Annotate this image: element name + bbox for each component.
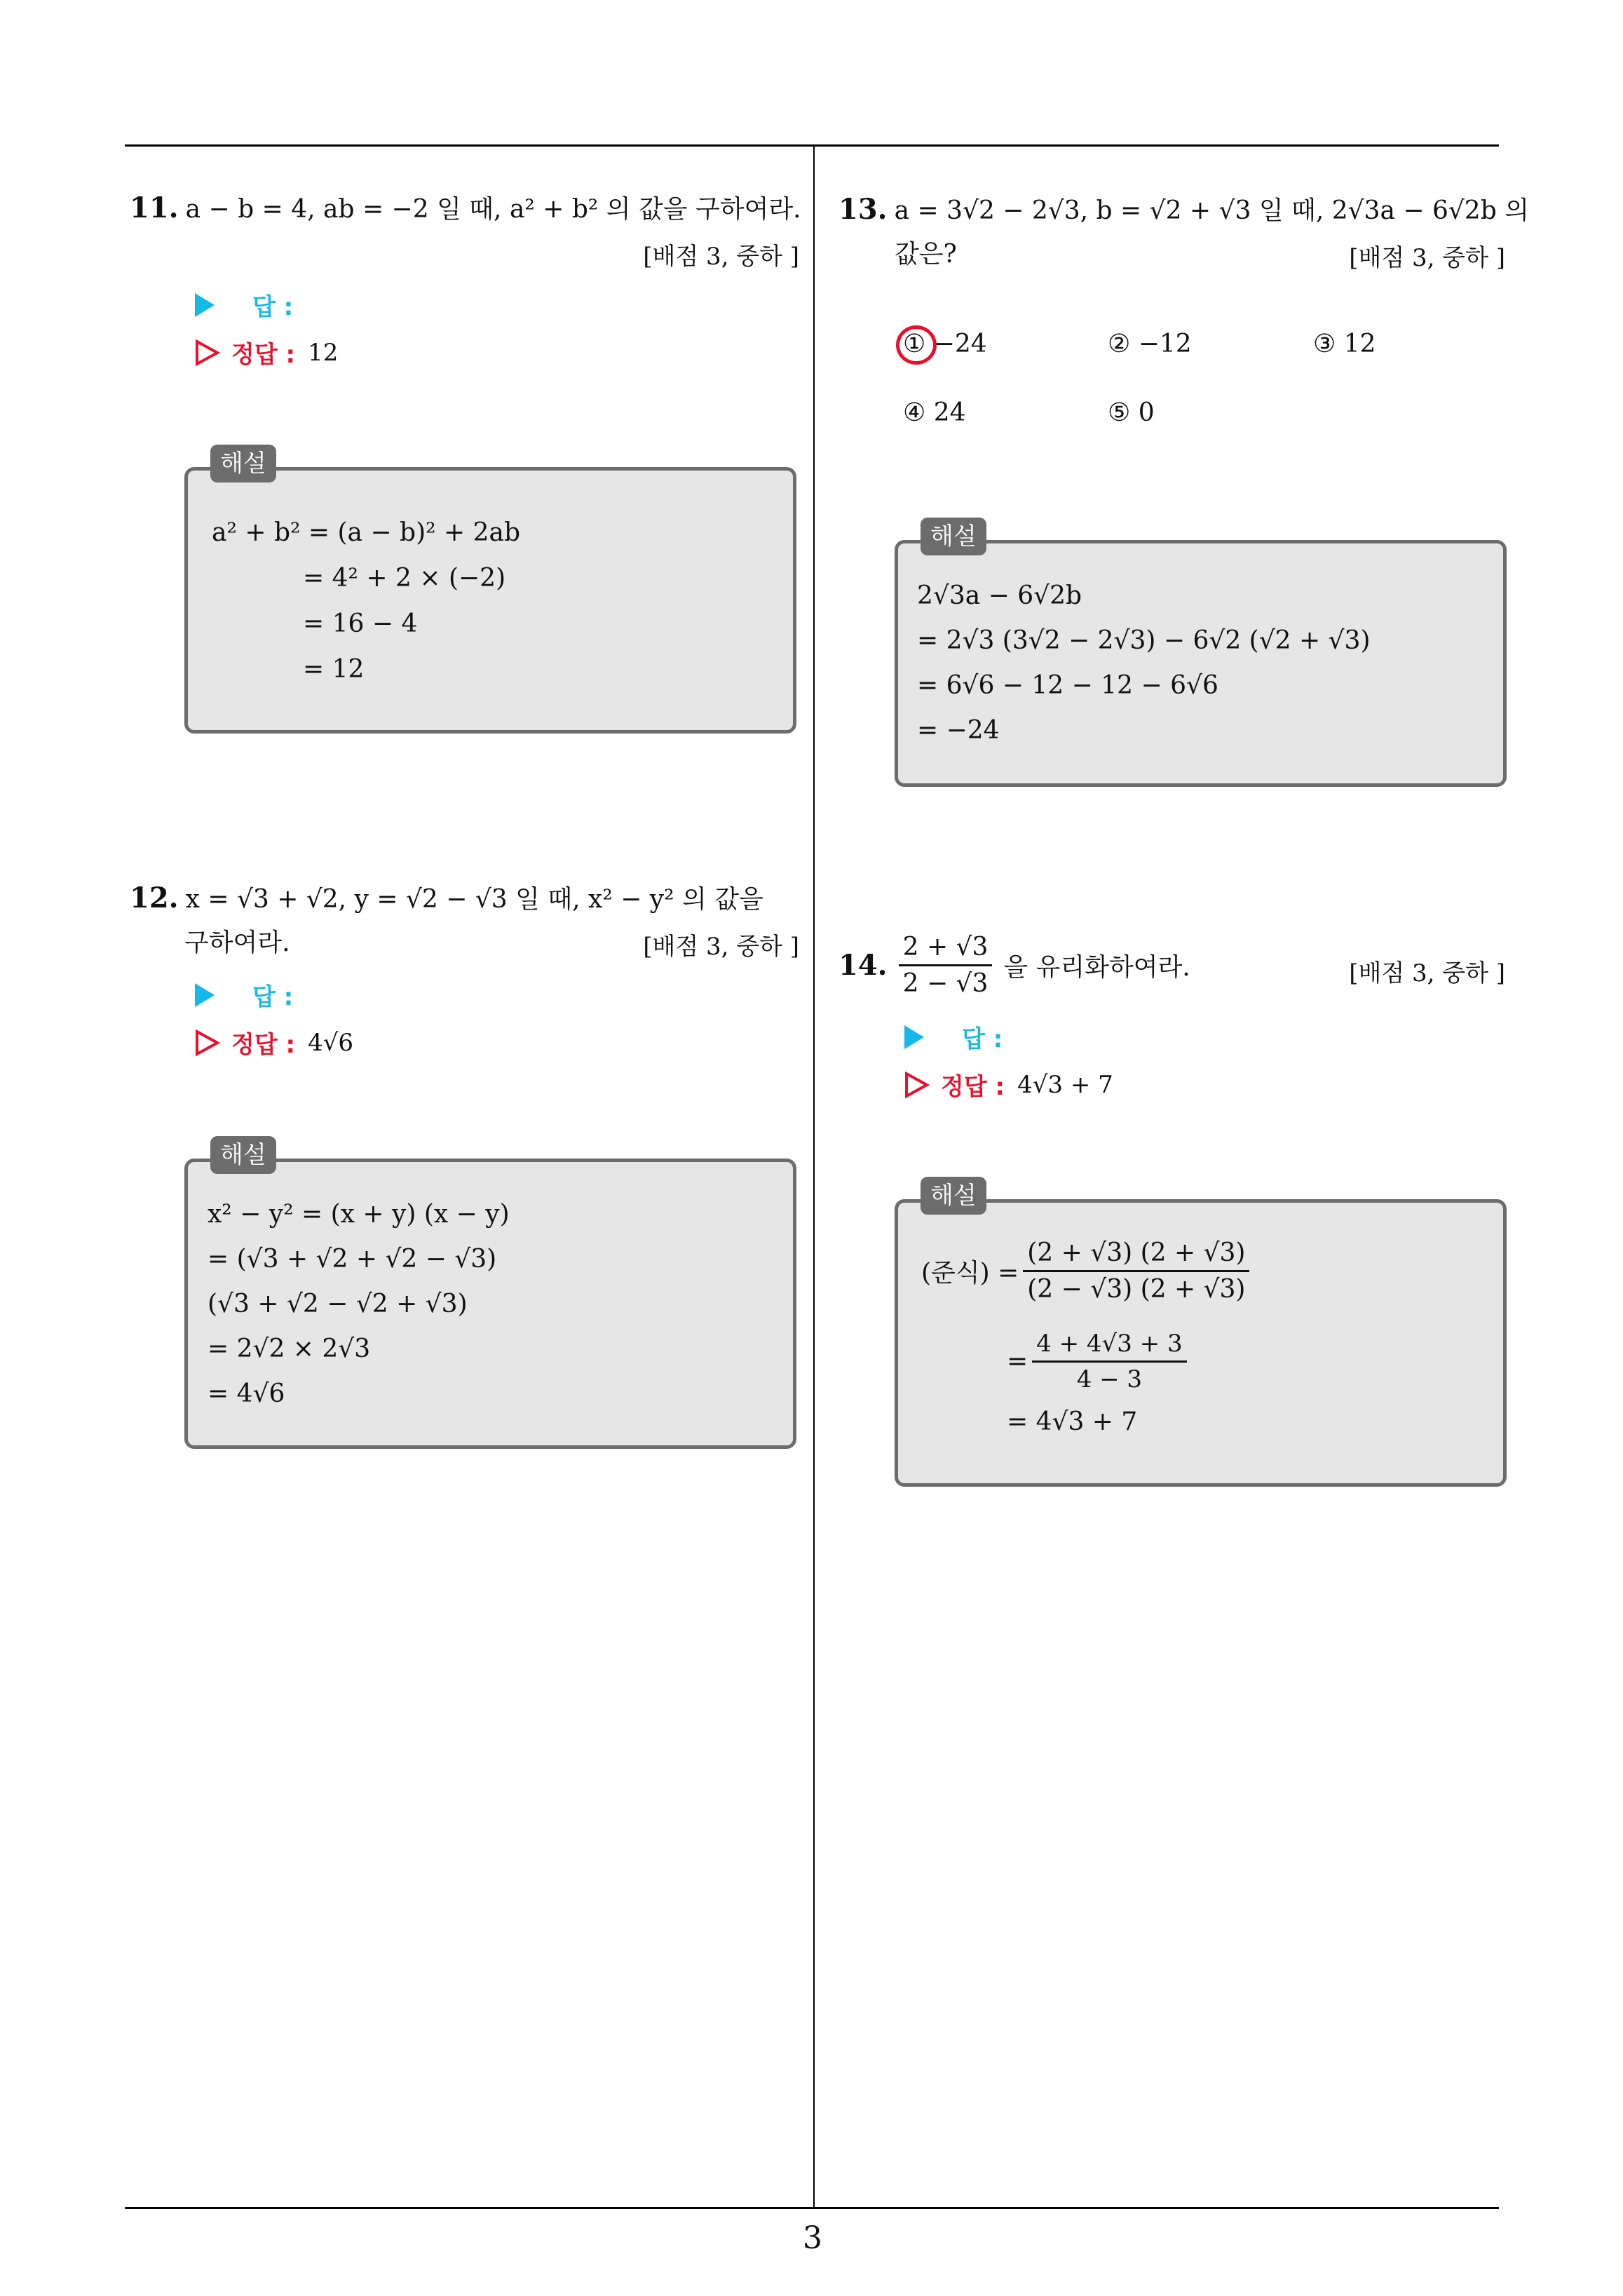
triangle-filled-icon <box>195 983 215 1007</box>
question-13-text-line2: 값은? <box>895 240 957 269</box>
solution-line: = (√3 + √2 + √2 − √3) <box>208 1245 497 1274</box>
points-label: [배점 3, 중하 ] <box>643 933 799 961</box>
correct-answer-row <box>195 335 338 370</box>
question-12-text-line2: 구하여라. <box>184 928 290 957</box>
equals-sign: = <box>1007 1347 1028 1376</box>
solution-line: 2√3a − 6√2b <box>917 581 1082 610</box>
choice-1[interactable]: ① −24 <box>903 330 987 358</box>
solution-line: (√3 + √2 − √2 + √3) <box>208 1290 468 1318</box>
top-rule <box>125 144 1499 147</box>
fraction-denominator: (2 − √3) (2 + √3) <box>1027 1275 1246 1304</box>
question-11 <box>130 187 801 231</box>
points-label: [배점 3, 중하 ] <box>1349 244 1505 272</box>
choice-3[interactable]: ③ 12 <box>1313 330 1376 358</box>
question-12-text <box>130 877 763 921</box>
solution-tag: 해설 <box>921 518 986 555</box>
correct-answer-value: 4√3 + 7 <box>1017 1070 1113 1099</box>
question-number: 13. <box>838 193 888 226</box>
fraction-numerator: 2 + √3 <box>899 933 993 966</box>
solution-line: = −24 <box>917 716 1000 745</box>
solution-line: = 2√2 × 2√3 <box>208 1335 371 1363</box>
solution-line: = 16 − 4 <box>303 609 418 638</box>
solution-fraction-line-1 <box>921 1238 1254 1304</box>
solution-line: = 6√6 − 12 − 12 − 6√6 <box>917 671 1218 700</box>
fraction-denominator: 2 − √3 <box>902 969 989 998</box>
triangle-filled-icon <box>195 293 215 317</box>
answer-label: 답 : <box>252 983 294 1011</box>
question-text: 을 유리화하여라. <box>1003 953 1190 982</box>
choice-5[interactable]: ⑤ 0 <box>1108 398 1155 427</box>
question-14-text <box>838 933 1190 998</box>
fraction-numerator: 4 + 4√3 + 3 <box>1032 1330 1186 1363</box>
solution-line: = 4² + 2 × (−2) <box>303 564 506 593</box>
answer-row <box>904 1020 1003 1054</box>
correct-answer-label: 정답 : <box>231 341 296 369</box>
fraction-numerator: (2 + √3) (2 + √3) <box>1023 1238 1249 1272</box>
solution-line: = 4√3 + 7 <box>1007 1407 1138 1436</box>
solution-tag: 해설 <box>210 1136 276 1174</box>
points-label: [배점 3, 중하 ] <box>1349 959 1505 987</box>
question-text: a − b = 4, ab = −2 일 때, a² + b² 의 값을 구하여라. <box>185 195 801 224</box>
solution-fraction-line-2 <box>1007 1330 1191 1393</box>
solution-line: = 12 <box>303 655 365 684</box>
solution-prefix: (준식) = <box>921 1259 1019 1288</box>
answer-label: 답 : <box>252 293 294 321</box>
fraction-denominator: 4 − 3 <box>1076 1365 1143 1393</box>
solution-fraction <box>1023 1238 1249 1304</box>
solution-tag: 해설 <box>210 445 276 482</box>
correct-answer-value: 4√6 <box>308 1028 354 1057</box>
question-number: 11. <box>130 191 179 224</box>
correct-answer-row <box>195 1025 353 1060</box>
answer-label: 답 : <box>962 1025 1003 1053</box>
choice-4[interactable]: ④ 24 <box>903 398 966 427</box>
correct-answer-label: 정답 : <box>941 1073 1005 1101</box>
triangle-outline-icon <box>195 1029 220 1056</box>
choice-2[interactable]: ② −12 <box>1108 330 1192 358</box>
correct-answer-row <box>904 1067 1113 1102</box>
column-divider <box>813 144 815 2208</box>
question-14 <box>838 933 1190 998</box>
question-11-text <box>130 187 801 231</box>
question-number: 14. <box>838 949 888 982</box>
page-number: 3 <box>803 2220 822 2256</box>
solution-line: = 2√3 (3√2 − 2√3) − 6√2 (√2 + √3) <box>917 626 1371 655</box>
solution-fraction <box>1032 1330 1186 1393</box>
question-13-text <box>838 188 1529 233</box>
correct-answer-value: 12 <box>308 338 339 367</box>
bottom-rule <box>125 2207 1499 2209</box>
triangle-outline-icon <box>904 1072 930 1098</box>
question-fraction <box>899 933 993 998</box>
solution-line: a² + b² = (a − b)² + 2ab <box>212 518 521 547</box>
solution-line: x² − y² = (x + y) (x − y) <box>208 1200 510 1229</box>
answer-row <box>195 978 293 1012</box>
points-label: [배점 3, 중하 ] <box>643 243 799 271</box>
solution-line: = 4√6 <box>208 1379 285 1408</box>
question-number: 12. <box>130 882 179 914</box>
triangle-filled-icon <box>904 1025 924 1049</box>
solution-tag: 해설 <box>921 1177 986 1215</box>
correct-answer-label: 정답 : <box>231 1031 296 1059</box>
question-text: x = √3 + √2, y = √2 − √3 일 때, x² − y² 의 값을 <box>185 885 763 914</box>
answer-row <box>195 288 293 322</box>
question-text: a = 3√2 − 2√3, b = √2 + √3 일 때, 2√3a − 6√2b 의 <box>894 196 1529 225</box>
triangle-outline-icon <box>195 339 220 366</box>
